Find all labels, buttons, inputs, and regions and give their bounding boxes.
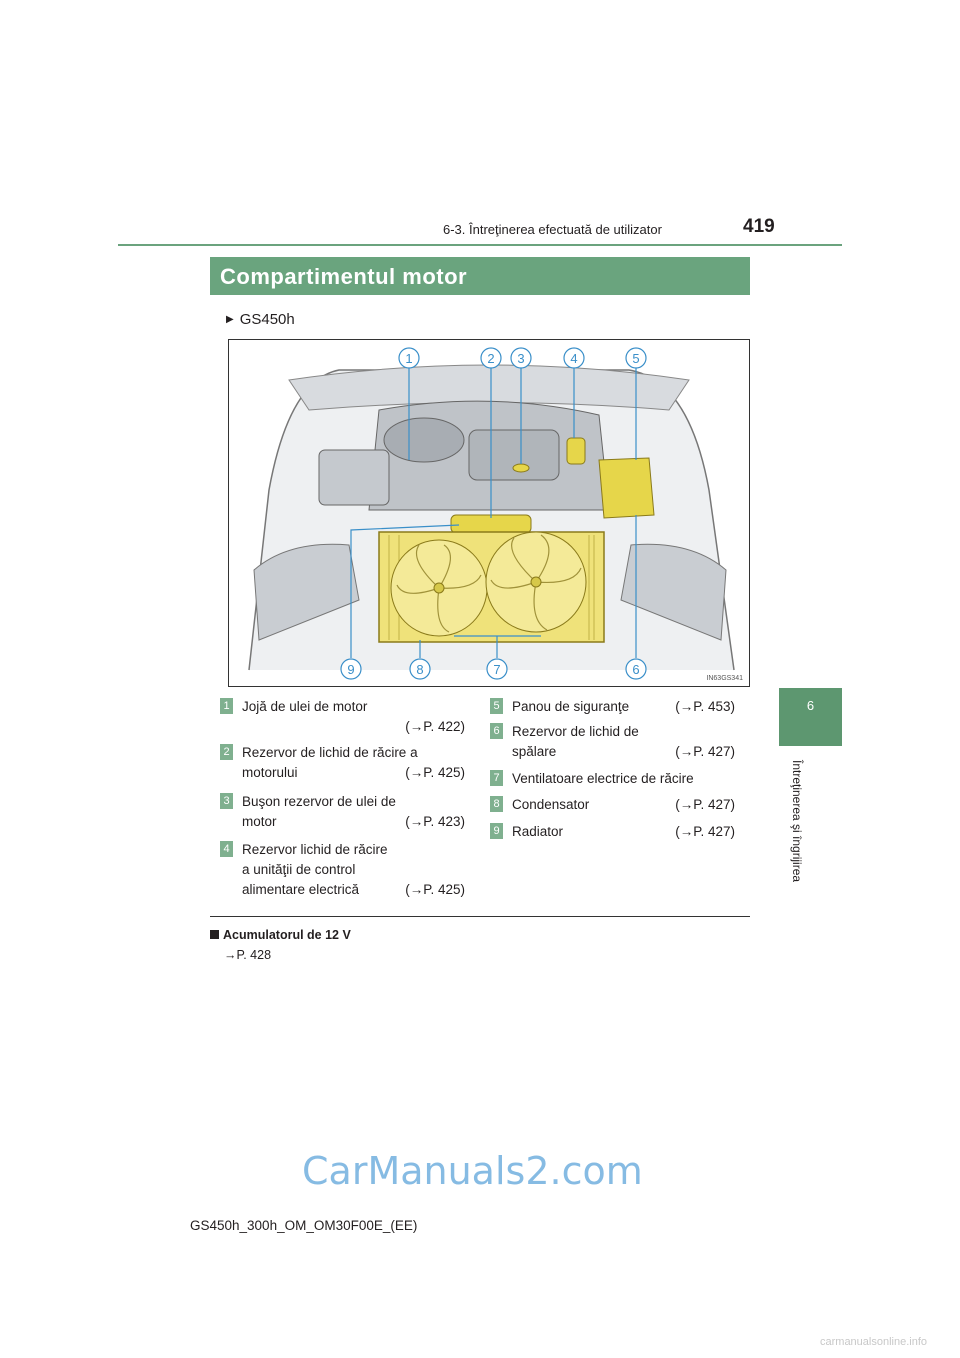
note-title-text: Acumulatorul de 12 V (223, 928, 351, 942)
chapter-tab-number: 6 (806, 698, 815, 713)
model-name: GS450h (239, 311, 295, 328)
model-label (226, 311, 295, 328)
note-heading (210, 928, 351, 942)
callout-6: 6 (632, 662, 640, 677)
page-reference: (→P. 453) (675, 699, 735, 714)
callout-3: 3 (517, 351, 525, 366)
triangle-bullet-icon: ▶ (226, 314, 234, 325)
legend-text: Rezervor de lichid de spălare (512, 724, 639, 759)
legend-item (220, 840, 465, 900)
legend-number-badge: 2 (220, 744, 233, 760)
running-header: 6-3. Întreţinerea efectuată de utilizator (443, 222, 662, 237)
legend-text: Buşon rezervor de ulei de motor (242, 794, 396, 829)
callout-1: 1 (405, 351, 413, 366)
legend-text: Jojă de ulei de motor (242, 699, 368, 714)
header-divider (118, 244, 842, 246)
legend-number-badge: 1 (220, 698, 233, 714)
section-title: Compartimentul motor (220, 264, 468, 289)
callout-8: 8 (416, 662, 424, 677)
callout-7: 7 (493, 662, 501, 677)
chapter-tab-label: Întreţinerea şi îngrijirea (790, 760, 804, 883)
legend-text: Panou de siguranţe (512, 699, 630, 714)
page-reference: (→P. 425) (405, 765, 465, 780)
callout-5: 5 (632, 351, 640, 366)
callout-2: 2 (487, 351, 495, 366)
illustration-code: IN63GS341 (706, 675, 743, 682)
legend-item (220, 697, 465, 737)
callout-4: 4 (570, 351, 578, 366)
legend-text: Ventilatoare electrice de răcire (512, 771, 694, 786)
page-reference: (→P. 427) (675, 797, 735, 812)
page-reference: (→P. 425) (405, 882, 465, 897)
watermark-logo: CarManuals2.com (302, 1149, 643, 1193)
page-reference: (→P. 422) (405, 719, 465, 734)
legend-text: Rezervor lichid de răcire a unităţii de control alimentare electrică (242, 842, 388, 897)
legend-item (490, 697, 735, 717)
note-page-reference: →P. 428 (224, 948, 272, 962)
legend-text: Condensator (512, 797, 590, 812)
legend-item (220, 743, 465, 783)
legend-text: Radiator (512, 824, 564, 839)
legend-number-badge: 7 (490, 770, 503, 786)
legend-item (220, 792, 465, 832)
legend-number-badge: 9 (490, 823, 503, 839)
legend-item (490, 769, 735, 789)
legend-number-badge: 5 (490, 698, 503, 714)
legend-number-badge: 3 (220, 793, 233, 809)
legend-item (490, 822, 735, 842)
watermark-text: carmanualsonline.info (820, 1336, 928, 1348)
page-number: 419 (743, 216, 775, 237)
legend-text: Rezervor de lichid de răcire a motorului (242, 745, 418, 780)
section-divider (210, 916, 750, 917)
document-footer: GS450h_300h_OM_OM30F00E_(EE) (190, 1218, 418, 1233)
legend-number-badge: 4 (220, 841, 233, 857)
legend-item (490, 795, 735, 815)
callout-9: 9 (347, 662, 355, 677)
page-reference: (→P. 427) (675, 744, 735, 759)
page-reference: (→P. 427) (675, 824, 735, 839)
engine-compartment-illustration (228, 339, 750, 687)
legend-number-badge: 6 (490, 723, 503, 739)
square-bullet-icon (210, 930, 219, 939)
legend-number-badge: 8 (490, 796, 503, 812)
chapter-tab (779, 688, 842, 746)
legend-item (490, 722, 735, 762)
page-reference: (→P. 423) (405, 814, 465, 829)
